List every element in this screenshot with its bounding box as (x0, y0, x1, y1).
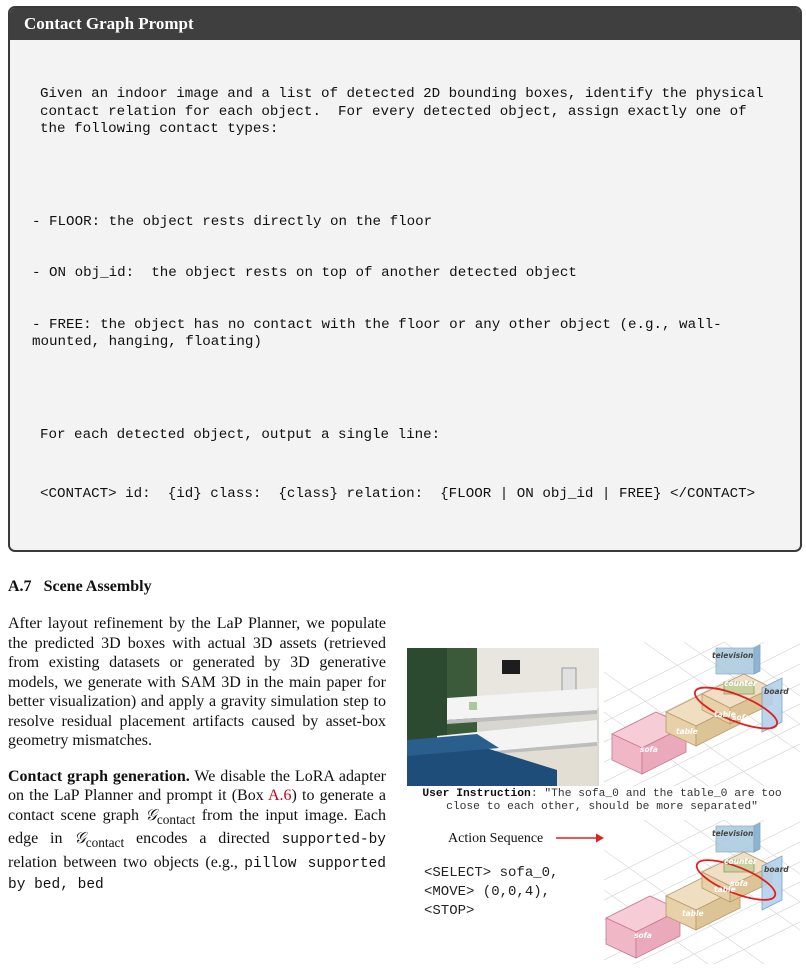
scene-figure (404, 640, 800, 965)
label-table: table (676, 727, 698, 736)
box-reference-link[interactable]: A.6 (267, 787, 292, 804)
instruction-text: : "The sofa_0 and the table_0 are too close to each other, should be more separated" (446, 788, 782, 813)
room-photo (407, 648, 599, 786)
arrow-right-icon (556, 832, 604, 844)
action-sequence-label: Action Sequence (448, 831, 544, 846)
inline-code: supported-by (281, 832, 386, 849)
format-line: <CONTACT> id: {id} class: {class} relation: {FLOOR | ON obj_id | FREE} </CONTACT> (40, 485, 756, 502)
graph-subscript: contact (85, 835, 125, 851)
contact-graph-prompt-box (8, 6, 802, 552)
contact-type-floor: - FLOOR: the object rests directly on the floor (32, 213, 433, 230)
label-board: board (764, 865, 789, 874)
label-television: television (712, 651, 754, 660)
contact-type-free: - FREE: the object has no contact with the floor or any other object (e.g., wall-mounted, hanging, floating) (32, 317, 722, 351)
label-sofa: sofa (640, 745, 658, 754)
section-heading (8, 578, 152, 596)
action-sequence-code (424, 864, 558, 921)
action-line: <STOP> (424, 903, 475, 919)
graph-symbol: 𝒢 (145, 806, 157, 824)
paragraph-heading: Contact graph generation. (8, 767, 190, 785)
label-table: table (682, 909, 704, 918)
paragraph-scene-assembly: After layout refinement by the LaP Planner, we populate the predicted 3D boxes with actual 3D assets (retrieved from existing datasets or generated by 3D generative models, we generate with SAM 3D in the main paper for better visualization) and apply a gravity simulation step to resolve residual placement artifacts caused by asset-box geometry mismatches. (8, 615, 386, 749)
contact-types (32, 179, 780, 385)
label-television: television (712, 829, 754, 838)
label-counter: counter (724, 679, 757, 688)
text-run: encodes a directed (124, 830, 282, 848)
user-instruction (404, 788, 800, 814)
contact-type-on: - ON obj_id: the object rests on top of another detected object (32, 265, 577, 282)
scene-layout-after (604, 820, 800, 964)
examples-block (40, 544, 780, 552)
label-board: board (764, 687, 789, 696)
section-number: A.7 (8, 578, 32, 595)
label-table: table (714, 885, 736, 894)
inline-code: pillow supported by bed, bed (8, 855, 386, 894)
paragraph-contact-graph (8, 767, 386, 896)
graph-symbol: 𝒢 (74, 830, 86, 848)
prompt-intro: Given an indoor image and a list of detected 2D bounding boxes, identify the physical contact relation for each object. For every detected object, assign exactly one of the following contact types: (40, 86, 773, 137)
prompt-body (10, 40, 800, 552)
text-run: We disable the LoRA adapter on the LaP Planner and prompt it (Box (8, 767, 387, 804)
text-run: from the input image. Each edge in (8, 806, 387, 848)
text-run: relation between two objects (e.g., (8, 853, 245, 871)
label-counter: counter (724, 857, 757, 866)
instruction-label: User Instruction (422, 788, 531, 800)
section-title: Scene Assembly (43, 578, 152, 595)
label-table: table (714, 710, 736, 719)
action-line: <MOVE> (0,0,4), (424, 884, 551, 900)
label-sofa: sofa (634, 931, 652, 940)
action-line: <SELECT> sofa_0, (424, 865, 559, 881)
prompt-title: Contact Graph Prompt (10, 8, 800, 40)
scene-layout-before (604, 642, 800, 786)
format-intro: For each detected object, output a single line: (40, 427, 441, 444)
text-run: ) to generate a contact scene graph (8, 787, 386, 824)
label-sofa: sofa (730, 879, 748, 888)
label-sofa: sofa (732, 713, 750, 722)
graph-subscript: contact (156, 811, 196, 827)
body-text-column (8, 614, 386, 912)
